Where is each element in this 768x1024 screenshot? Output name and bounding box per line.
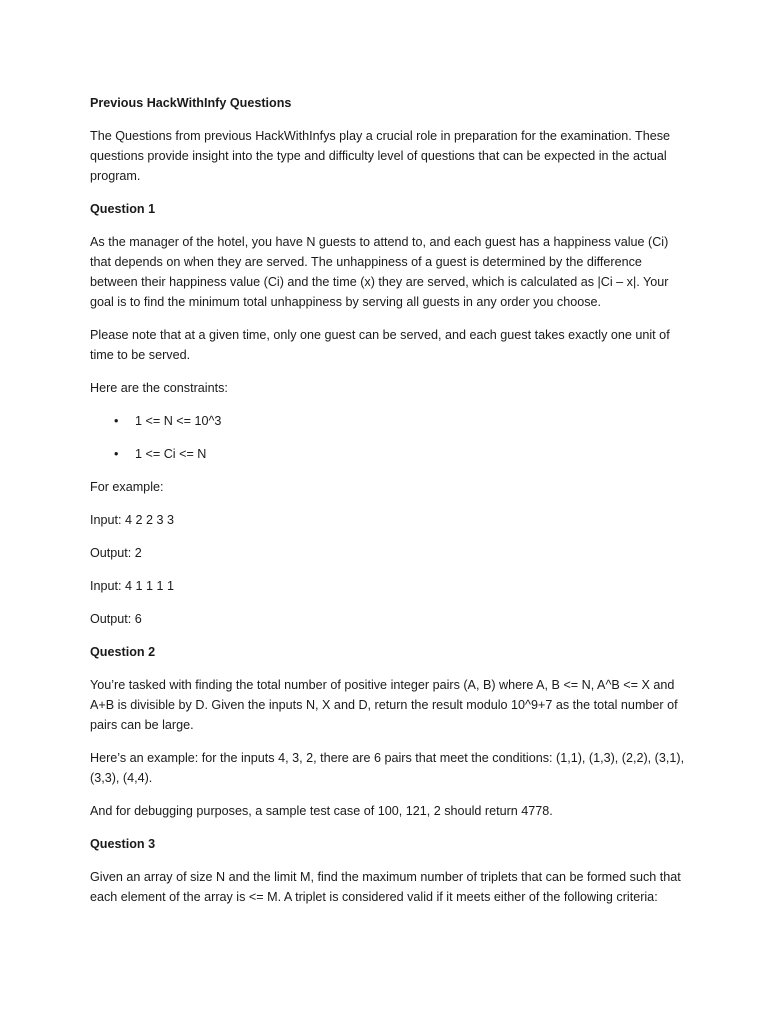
constraint-text: 1 <= N <= 10^3 xyxy=(135,414,222,428)
constraint-item xyxy=(90,411,685,431)
constraint-item xyxy=(90,444,685,464)
question-3-description: Given an array of size N and the limit M, find the maximum number of triplets that can be formed such that each element of the array is <= M. A triplet is considered valid if it meets either of the following criteria: xyxy=(90,870,681,904)
question-2-description: You’re tasked with finding the total number of positive integer pairs (A, B) where A, B <= N, A^B <= X and A+B is divisible by D. Given the inputs N, X and D, return the result modulo 10^9+7 as the total number of pairs can be large. xyxy=(90,678,678,732)
example-output-1: Output: 2 xyxy=(90,546,142,560)
question-2-example: Here’s an example: for the inputs 4, 3, 2, there are 6 pairs that meet the conditions: (1,1), (1,3), (2,2), (3,1), (3,3), (4,4). xyxy=(90,751,685,785)
constraint-text: 1 <= Ci <= N xyxy=(135,447,207,461)
constraints-label: Here are the constraints: xyxy=(90,381,228,395)
question-2-debug-note: And for debugging purposes, a sample test case of 100, 121, 2 should return 4778. xyxy=(90,804,553,818)
constraints-list xyxy=(90,411,685,464)
question-1-description: As the manager of the hotel, you have N guests to attend to, and each guest has a happiness value (Ci) that depends on when they are served. The unhappiness of a guest is determined by the difference between their happiness value (Ci) and the time (x) they are served, which is calculated as |Ci – x|. Your goal is to find the minimum total unhappiness by serving all guests in any order you choose. xyxy=(90,235,669,309)
document-page xyxy=(90,93,685,920)
question-2-heading: Question 2 xyxy=(90,645,156,659)
example-output-2: Output: 6 xyxy=(90,612,142,626)
question-1-heading: Question 1 xyxy=(90,202,156,216)
document-title: Previous HackWithInfy Questions xyxy=(90,96,292,110)
example-label: For example: xyxy=(90,480,164,494)
question-3-heading: Question 3 xyxy=(90,837,156,851)
example-input-1: Input: 4 2 2 3 3 xyxy=(90,513,175,527)
intro-paragraph: The Questions from previous HackWithInfys play a crucial role in preparation for the examination. These questions provide insight into the type and difficulty level of questions that can be expected in the actual program. xyxy=(90,129,671,183)
question-1-note: Please note that at a given time, only one guest can be served, and each guest takes exactly one unit of time to be served. xyxy=(90,328,670,362)
bullet-icon: • xyxy=(114,414,119,428)
example-input-2: Input: 4 1 1 1 1 xyxy=(90,579,175,593)
bullet-icon: • xyxy=(114,447,119,461)
